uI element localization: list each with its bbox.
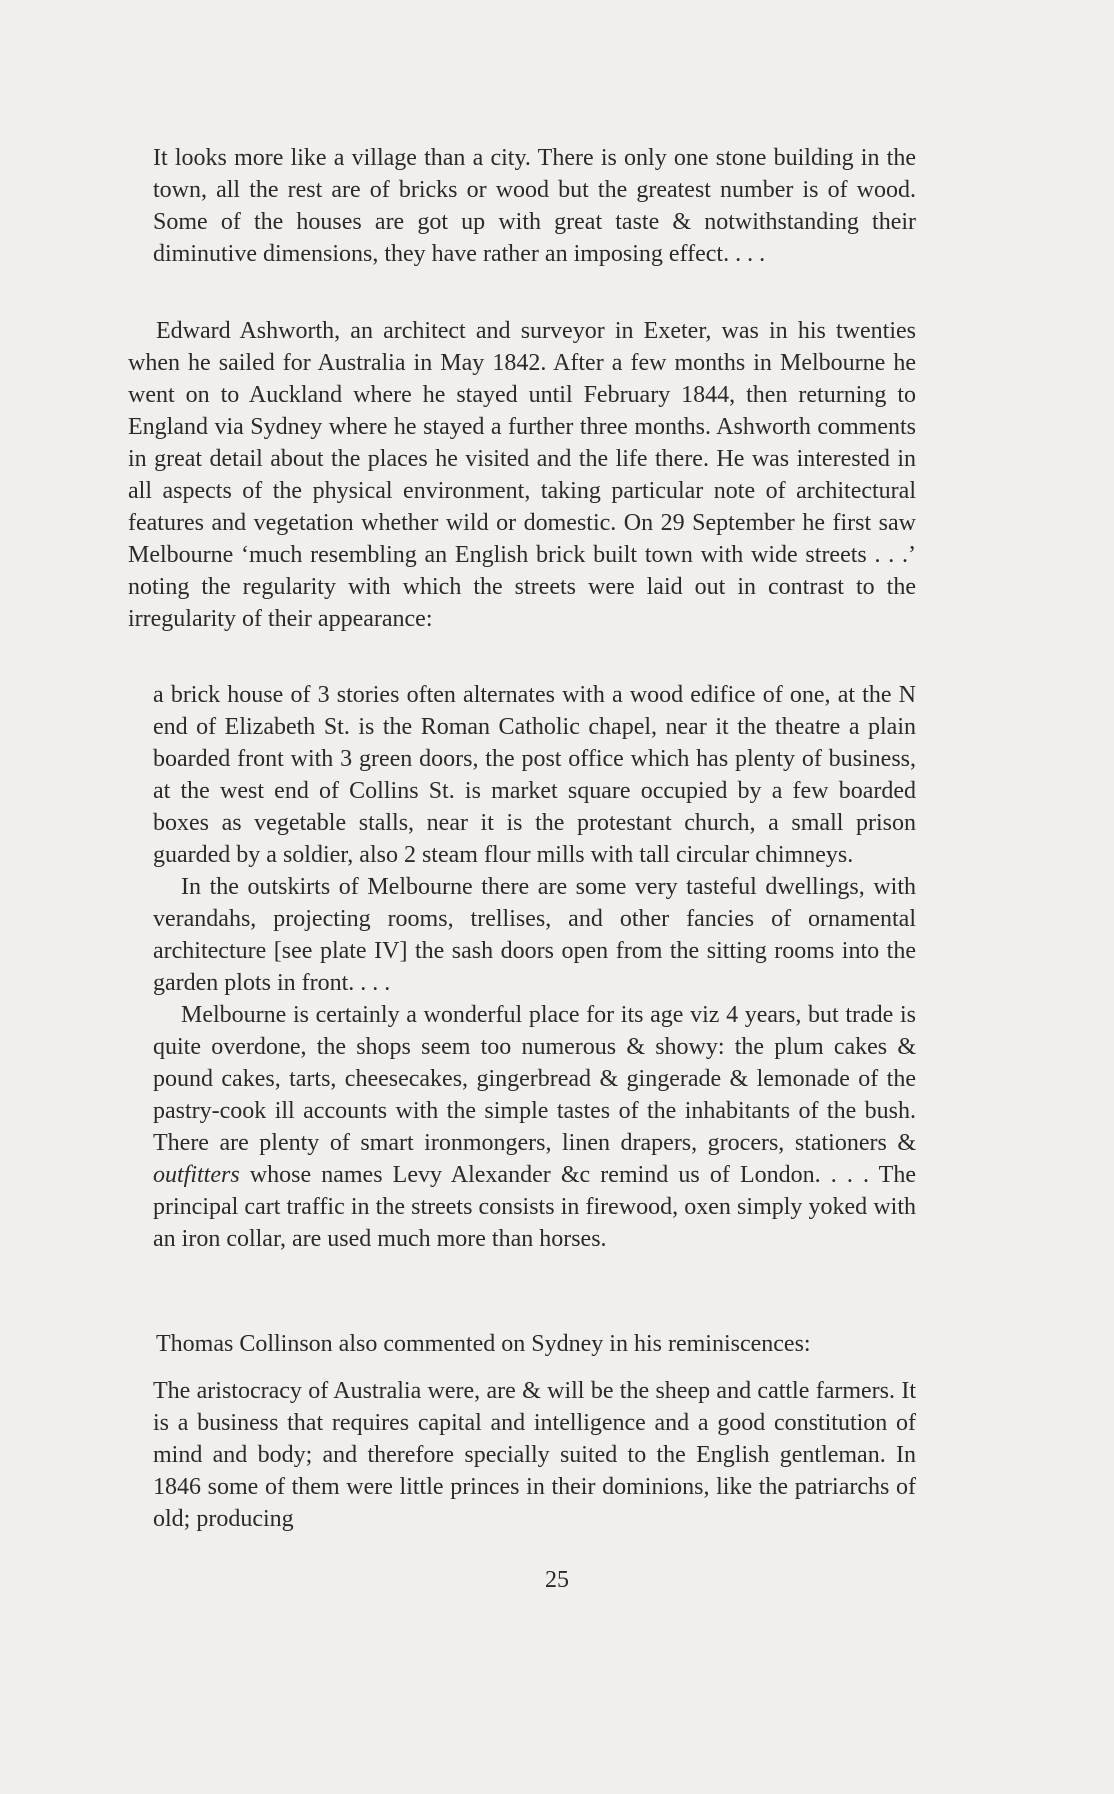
block-quote-melbourne-village	[153, 142, 916, 270]
body-paragraph-collinson	[128, 1328, 916, 1360]
quote-paragraph: a brick house of 3 stories often alternates with a wood edifice of one, at the N end of Elizabeth St. is the Roman Catholic chapel, near it the theatre a plain boarded front with 3 green doors, the post office which has plenty of business, at the west end of Collins St. is market square occupied by a few boarded boxes as vegetable stalls, near it is the protestant church, a small prison guarded by a soldier, also 2 steam flour mills with tall circular chimneys.	[153, 682, 916, 868]
body-paragraph-ashworth	[128, 315, 916, 635]
italic-word: outfitters	[153, 1162, 240, 1188]
quote-paragraph: It looks more like a village than a city. There is only one stone building in the town, all the rest are of bricks or wood but the greatest number is of wood. Some of the houses are got up with great taste & notwithstanding their diminutive dimensions, they have rather an imposing effect. . . .	[153, 145, 916, 267]
quote-text: whose names Levy Alexander &c remind us of London. . . . The principal cart traffic in the streets consists in firewood, oxen simply yoked with an iron collar, are used much more than horses.	[153, 1162, 916, 1252]
block-quote-ashworth	[153, 679, 916, 1255]
quote-text: Melbourne is certainly a wonderful place for its age viz 4 years, but trade is quite overdone, the shops seem too numerous & showy: the plum cakes & pound cakes, tarts, cheesecakes, gingerbread & gingerade & lemonade of the pastry-cook ill accounts with the simple tastes of the inhabitants of the bush. There are plenty of smart ironmongers, linen drapers, grocers, stationers &	[153, 1002, 916, 1156]
quote-paragraph: In the outskirts of Melbourne there are some very tasteful dwellings, with verandahs, projecting rooms, trellises, and other fancies of ornamental architecture [see plate IV] the sash doors open from the sitting rooms into the garden plots in front. . . .	[153, 874, 916, 996]
quote-paragraph: The aristocracy of Australia were, are & will be the sheep and cattle farmers. It is a business that requires capital and intelligence and a good constitution of mind and body; and therefore specially suited to the English gentleman. In 1846 some of them were little princes in their dominions, like the patriarchs of old; producing	[153, 1378, 916, 1532]
quote-paragraph	[153, 999, 916, 1255]
block-quote-collinson	[153, 1375, 916, 1535]
body-paragraph: Edward Ashworth, an architect and surveyor in Exeter, was in his twenties when he sailed for Australia in May 1842. After a few months in Melbourne he went on to Auckland where he stayed until February 1844, then returning to England via Sydney where he stayed a further three months. Ashworth comments in great detail about the places he visited and the life there. He was interested in all aspects of the physical environment, taking particular note of architectural features and vegetation whether wild or domestic. On 29 September he first saw Melbourne ‘much resembling an English brick built town with wide streets . . .’ noting the regularity with which the streets were laid out in contrast to the irregularity of their appearance:	[128, 318, 916, 632]
page-number: 25	[545, 1567, 569, 1593]
body-paragraph: Thomas Collinson also commented on Sydney in his reminiscences:	[156, 1331, 811, 1357]
